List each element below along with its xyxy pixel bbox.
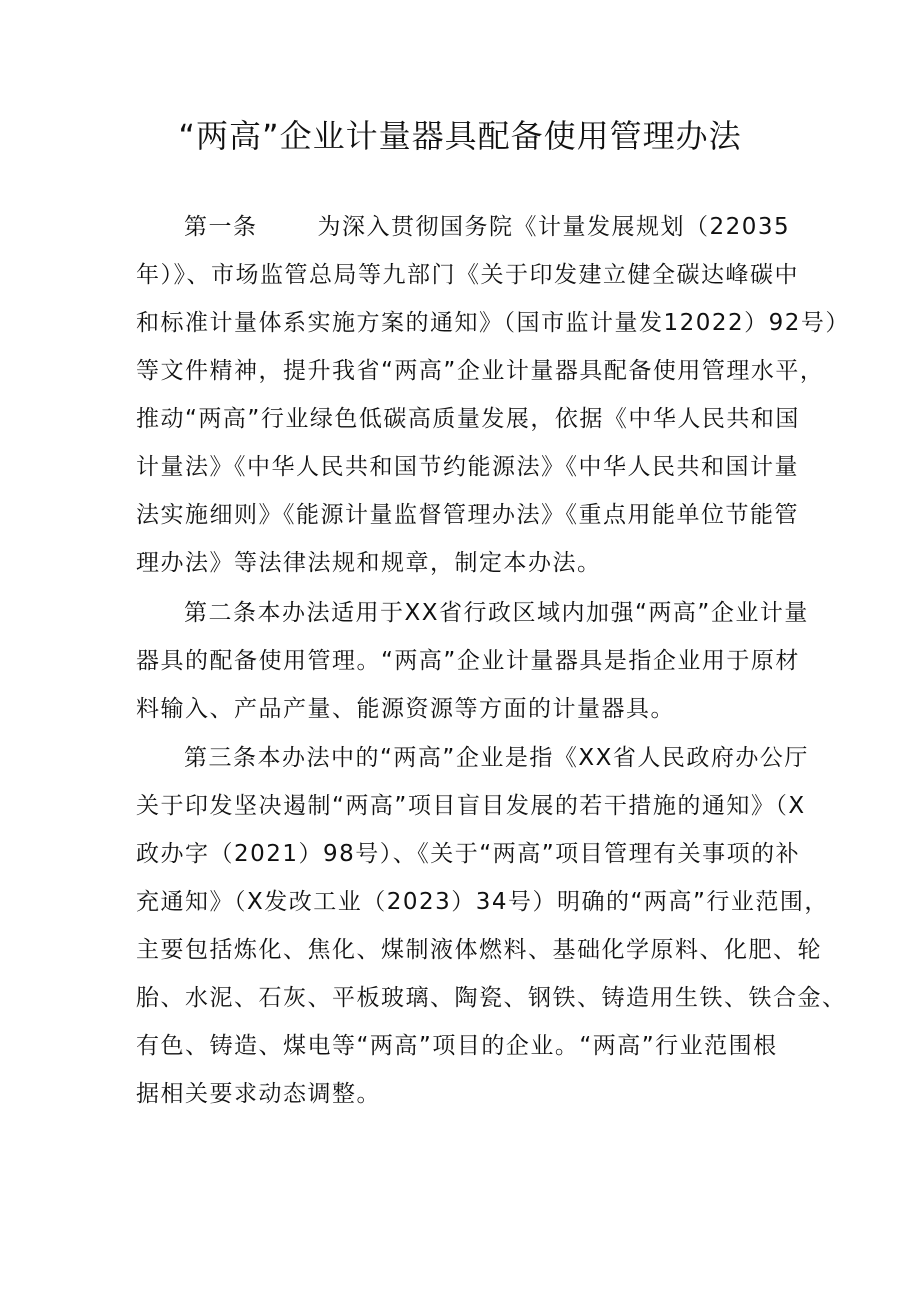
article-3-line-8: 据相关要求动态调整。 [136, 1081, 381, 1107]
article-3-line-1: 第三条本办法中的“两高”企业是指《XX省人民政府办公厅 [184, 745, 809, 771]
article-1-line-4: 等文件精神，提升我省“两高”企业计量器具配备使用管理水平， [136, 358, 825, 384]
article-3-line-4: 充通知》（X发改工业（2023）34号）明确的“两高”行业范围， [136, 889, 829, 915]
article-1-text-1: 为深入贯彻国务院《计量发展规划（22035 [317, 214, 791, 240]
article-3-line-3: 政办字（2021）98号）、《关于“两高”项目管理有关事项的补 [136, 841, 801, 867]
article-1-line-3: 和标准计量体系实施方案的通知》（国市监计量发12022）92号） [136, 310, 850, 336]
article-3-line-2: 关于印发坚决遏制“两高”项目盲目发展的若干措施的通知》（X [136, 793, 806, 819]
article-3-line-7: 有色、铸造、煤电等“两高”项目的企业。“两高”行业范围根 [136, 1033, 778, 1059]
article-2-line-1: 第二条本办法适用于XX省行政区域内加强“两高”企业计量 [184, 600, 809, 626]
article-1-line-7: 法实施细则》《能源计量监督管理办法》《重点用能单位节能管 [136, 502, 799, 528]
article-1-line-1 [184, 203, 790, 251]
article-2-line-3: 料输入、产品产量、能源资源等方面的计量器具。 [136, 696, 675, 722]
article-1-line-8: 理办法》等法律法规和规章，制定本办法。 [136, 550, 602, 576]
article-3-line-6: 胎、水泥、石灰、平板玻璃、陶瓷、钢铁、铸造用生铁、铁合金、 [136, 985, 847, 1011]
article-1-line-6: 计量法》《中华人民共和国节约能源法》《中华人民共和国计量 [136, 454, 799, 480]
article-2-line-2: 器具的配备使用管理。“两高”企业计量器具是指企业用于原材 [136, 648, 800, 674]
article-1-line-2: 年）》、市场监管总局等九部门《关于印发建立健全碳达峰碳中 [136, 262, 799, 288]
document-title: “两高”企业计量器具配备使用管理办法 [178, 117, 742, 155]
article-1-label: 第一条 [184, 214, 258, 240]
article-1-line-5: 推动“两高”行业绿色低碳高质量发展，依据《中华人民共和国 [136, 406, 800, 432]
article-3-line-5: 主要包括炼化、焦化、煤制液体燃料、基础化学原料、化肥、轮 [136, 937, 822, 963]
